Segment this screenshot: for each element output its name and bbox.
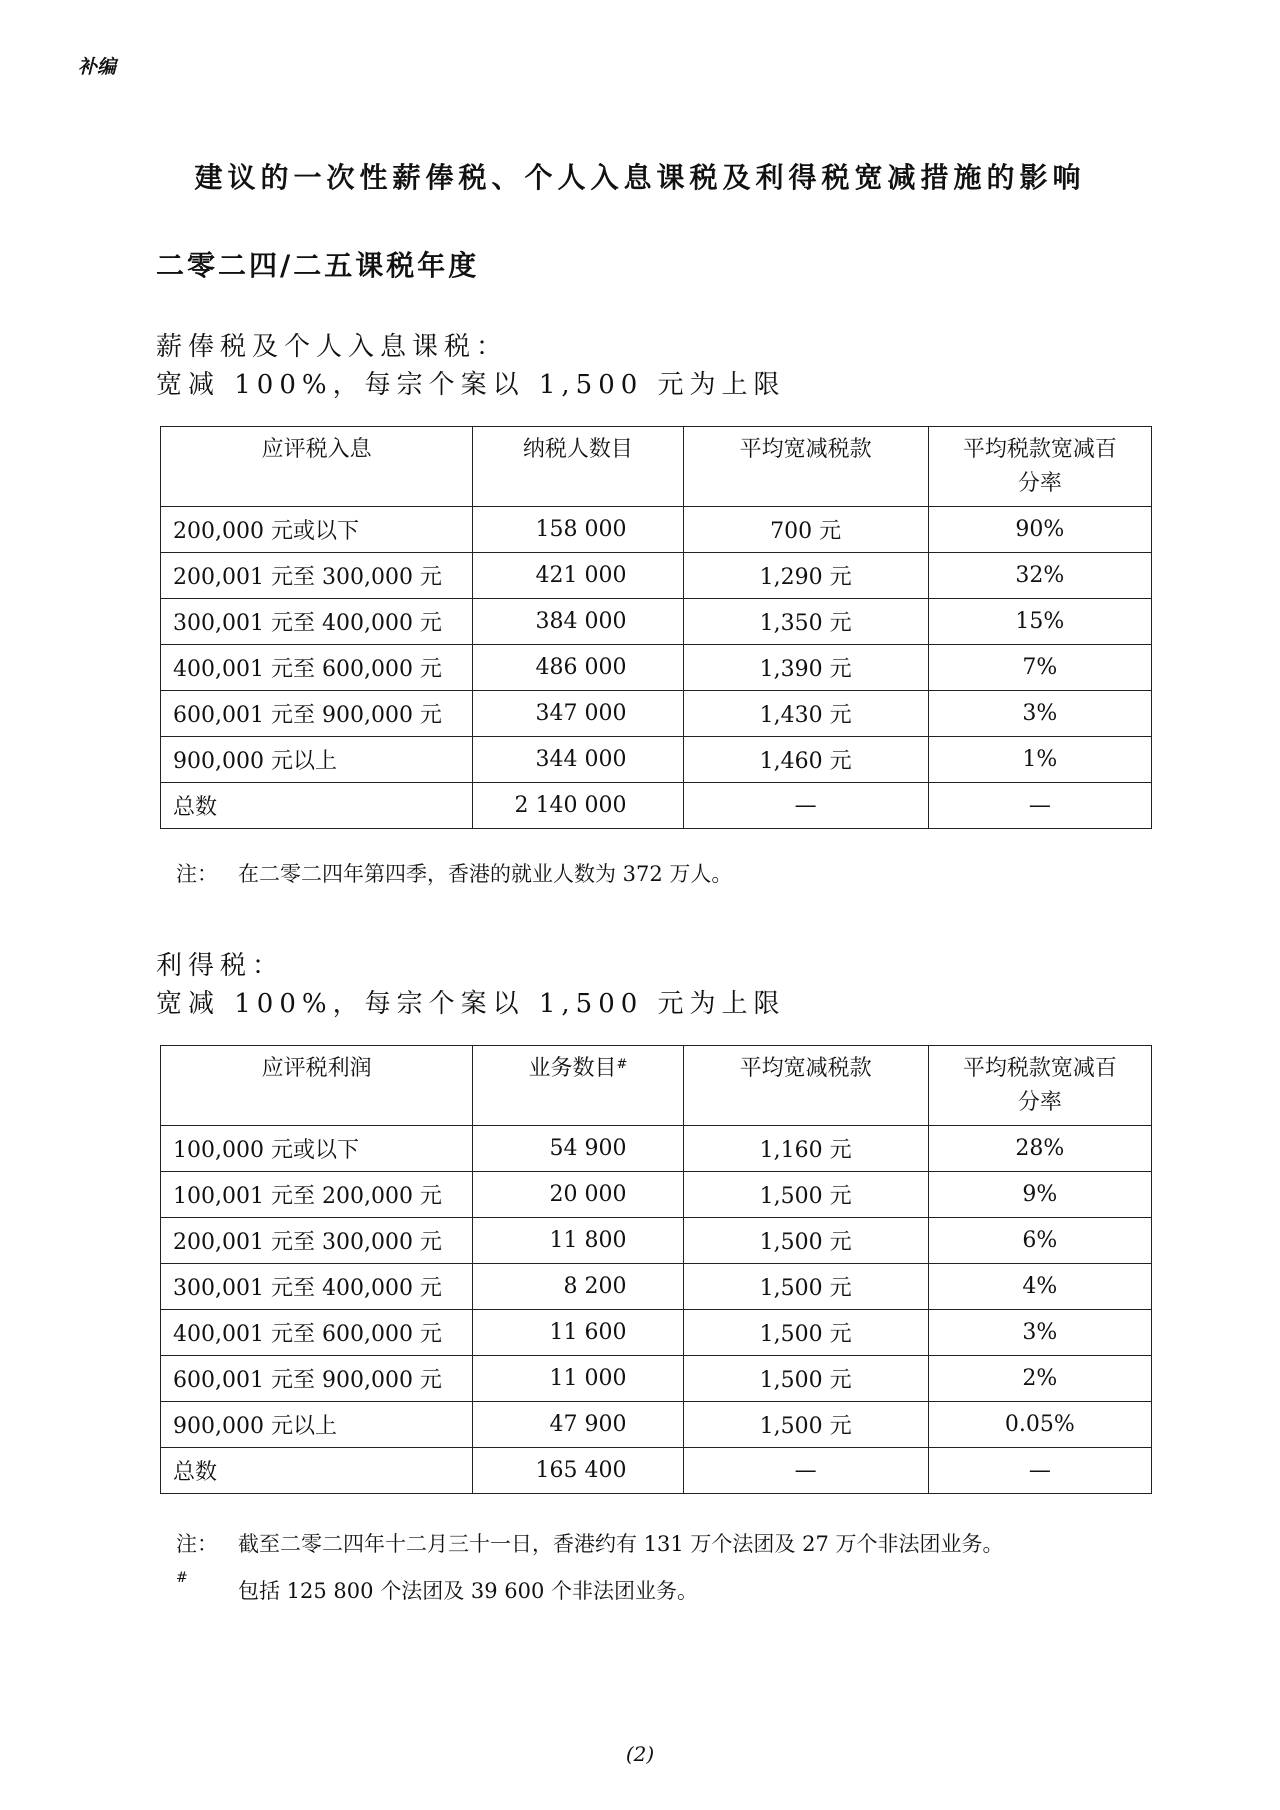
footnote-mark: # — [176, 1570, 188, 1586]
column-header: 应评税利润 — [161, 1046, 473, 1126]
table-row — [161, 1402, 1152, 1448]
table-row — [161, 1264, 1152, 1310]
average-reduction-cell: 1,500 元 — [683, 1172, 928, 1218]
average-reduction-cell: 700 元 — [683, 507, 928, 553]
business-count-cell: 47 900 — [473, 1402, 683, 1448]
reduction-percentage-cell: 28% — [928, 1126, 1151, 1172]
table-row — [161, 507, 1152, 553]
profit-band-cell: 100,000 元或以下 — [161, 1126, 473, 1172]
profits-tax-table — [160, 1045, 1152, 1494]
average-reduction-cell: 1,500 元 — [683, 1310, 928, 1356]
business-count-cell: 11 000 — [473, 1356, 683, 1402]
business-count-cell: 8 200 — [473, 1264, 683, 1310]
footnote-text: 包括 125 800 个法团及 39 600 个非法团业务。 — [238, 1579, 699, 1603]
average-reduction-cell: 1,290 元 — [683, 553, 928, 599]
table-total-row — [161, 1448, 1152, 1494]
reduction-percentage-cell: 4% — [928, 1264, 1151, 1310]
reduction-percentage-cell: 9% — [928, 1172, 1151, 1218]
column-header: 平均税款宽减百分率 — [928, 427, 1151, 507]
profit-band-cell: 600,001 元至 900,000 元 — [161, 1356, 473, 1402]
column-header: 平均宽减税款 — [683, 1046, 928, 1126]
reduction-percentage-cell: 3% — [928, 1310, 1151, 1356]
average-reduction-cell: 1,160 元 — [683, 1126, 928, 1172]
average-reduction-cell: 1,500 元 — [683, 1402, 928, 1448]
profit-band-cell: 400,001 元至 600,000 元 — [161, 1310, 473, 1356]
profit-band-cell: 300,001 元至 400,000 元 — [161, 1264, 473, 1310]
table-row — [161, 1218, 1152, 1264]
taxpayer-count-cell: 2 140 000 — [473, 783, 683, 829]
reduction-percentage-cell: 0.05% — [928, 1402, 1151, 1448]
business-count-cell: 165 400 — [473, 1448, 683, 1494]
business-count-cell: 20 000 — [473, 1172, 683, 1218]
table-total-row — [161, 783, 1152, 829]
reduction-percentage-cell: 3% — [928, 691, 1151, 737]
table-row — [161, 553, 1152, 599]
average-reduction-cell: 1,500 元 — [683, 1218, 928, 1264]
profit-band-cell: 100,001 元至 200,000 元 — [161, 1172, 473, 1218]
reduction-percentage-cell: — — [928, 783, 1151, 829]
income-band-cell: 600,001 元至 900,000 元 — [161, 691, 473, 737]
taxpayer-count-cell: 486 000 — [473, 645, 683, 691]
table-row — [161, 1172, 1152, 1218]
tax-year-heading: 二零二四/二五课税年度 — [156, 249, 480, 282]
total-label-cell: 总数 — [161, 1448, 473, 1494]
profits-note-label: 注： — [176, 1532, 218, 1556]
profits-note-text: 截至二零二四年十二月三十一日，香港约有 131 万个法团及 27 万个非法团业务。 — [238, 1532, 1004, 1556]
table-row — [161, 599, 1152, 645]
average-reduction-cell: 1,350 元 — [683, 599, 928, 645]
income-band-cell: 400,001 元至 600,000 元 — [161, 645, 473, 691]
salaries-section-subtitle: 宽减 100%，每宗个案以 1,500 元为上限 — [156, 370, 786, 400]
salaries-note-label: 注： — [176, 862, 218, 886]
page-number: (2) — [625, 1742, 655, 1766]
table-header-row — [161, 1046, 1152, 1126]
reduction-percentage-cell: 6% — [928, 1218, 1151, 1264]
table-header-row — [161, 427, 1152, 507]
taxpayer-count-cell: 158 000 — [473, 507, 683, 553]
taxpayer-count-cell: 384 000 — [473, 599, 683, 645]
reduction-percentage-cell: — — [928, 1448, 1151, 1494]
income-band-cell: 200,000 元或以下 — [161, 507, 473, 553]
profits-section-title: 利得税： — [156, 951, 285, 981]
average-reduction-cell: 1,390 元 — [683, 645, 928, 691]
business-count-cell: 11 600 — [473, 1310, 683, 1356]
salaries-section-title: 薪俸税及个人入息课税： — [156, 332, 509, 362]
profits-section-subtitle: 宽减 100%，每宗个案以 1,500 元为上限 — [156, 989, 786, 1019]
reduction-percentage-cell: 90% — [928, 507, 1151, 553]
reduction-percentage-cell: 32% — [928, 553, 1151, 599]
income-band-cell: 900,000 元以上 — [161, 737, 473, 783]
average-reduction-cell: 1,500 元 — [683, 1356, 928, 1402]
average-reduction-cell: 1,430 元 — [683, 691, 928, 737]
salaries-tax-table — [160, 426, 1152, 829]
table-row — [161, 645, 1152, 691]
business-count-cell: 54 900 — [473, 1126, 683, 1172]
reduction-percentage-cell: 1% — [928, 737, 1151, 783]
taxpayer-count-cell: 347 000 — [473, 691, 683, 737]
supplement-label: 补编 — [78, 56, 117, 78]
column-header: 平均宽减税款 — [683, 427, 928, 507]
table-row — [161, 1310, 1152, 1356]
column-header: 业务数目# — [473, 1046, 683, 1126]
income-band-cell: 300,001 元至 400,000 元 — [161, 599, 473, 645]
average-reduction-cell: — — [683, 783, 928, 829]
document-title: 建议的一次性薪俸税、个人入息课税及利得税宽减措施的影响 — [194, 161, 1086, 194]
reduction-percentage-cell: 2% — [928, 1356, 1151, 1402]
taxpayer-count-cell: 344 000 — [473, 737, 683, 783]
footnote-mark: # — [616, 1057, 628, 1072]
table-row — [161, 1356, 1152, 1402]
table-row — [161, 691, 1152, 737]
reduction-percentage-cell: 7% — [928, 645, 1151, 691]
column-header: 应评税入息 — [161, 427, 473, 507]
income-band-cell: 200,001 元至 300,000 元 — [161, 553, 473, 599]
average-reduction-cell: 1,460 元 — [683, 737, 928, 783]
table-row — [161, 737, 1152, 783]
profit-band-cell: 900,000 元以上 — [161, 1402, 473, 1448]
column-header: 纳税人数目 — [473, 427, 683, 507]
column-header: 平均税款宽减百分率 — [928, 1046, 1151, 1126]
taxpayer-count-cell: 421 000 — [473, 553, 683, 599]
table-row — [161, 1126, 1152, 1172]
salaries-note-text: 在二零二四年第四季，香港的就业人数为 372 万人。 — [238, 862, 733, 886]
average-reduction-cell: — — [683, 1448, 928, 1494]
average-reduction-cell: 1,500 元 — [683, 1264, 928, 1310]
total-label-cell: 总数 — [161, 783, 473, 829]
reduction-percentage-cell: 15% — [928, 599, 1151, 645]
profit-band-cell: 200,001 元至 300,000 元 — [161, 1218, 473, 1264]
business-count-cell: 11 800 — [473, 1218, 683, 1264]
